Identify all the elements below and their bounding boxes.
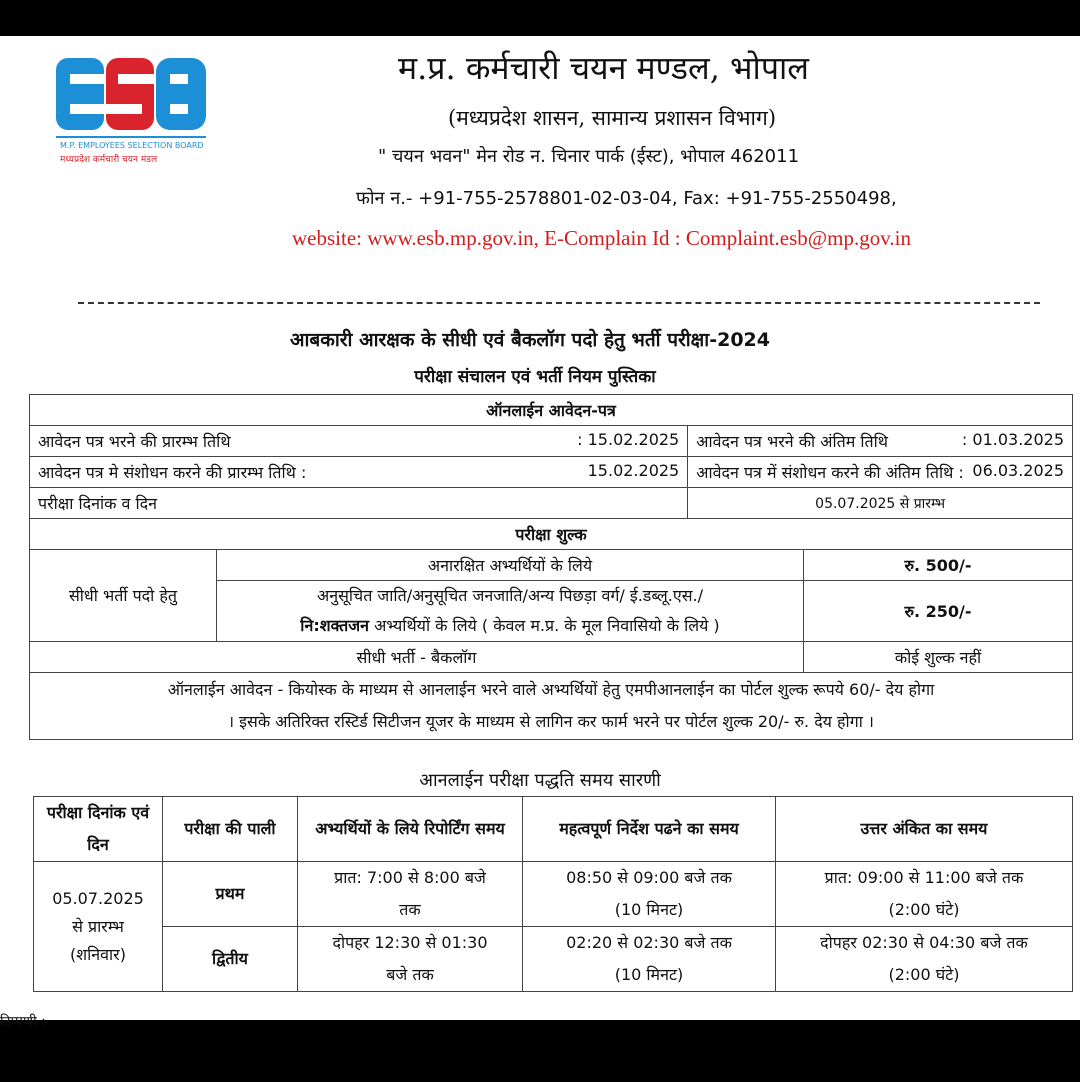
reserved-line1: अनुसूचित जाति/अनुसूचित जनजाति/अन्य पिछड़ा वर्ग/ ई.डब्लू.एस./ <box>316 586 703 605</box>
shift-1-answer-time: प्रात: 09:00 से 11:00 बजे तक <box>824 868 1024 887</box>
shift-1-answer <box>776 862 1073 927</box>
exam-title: आबकारी आरक्षक के सीधी एवं बैकलॉग पदो हेतु भर्ती परीक्षा-2024 <box>289 329 770 351</box>
shift-1-reporting-time: प्रात: 7:00 से 8:00 बजे <box>334 868 486 887</box>
shift-2-reporting <box>298 927 523 992</box>
reserved-label-cell <box>217 581 804 642</box>
portal-fee-note-line2: । इसके अतिरिक्त रस्टिर्ड सिटीजन यूजर के माध्यम से लागिन कर फार्म भरने पर पोर्टल शुल्क 20/- रु. देय होगा । <box>228 712 874 731</box>
shift-1-answer-duration: (2:00 घंटे) <box>888 900 960 919</box>
logo-subtitle-en: M.P. EMPLOYEES SELECTION BOARD <box>60 141 204 150</box>
edit-end-cell <box>688 457 1073 488</box>
govt-line: (मध्यप्रदेश शासन, सामान्य प्रशासन विभाग) <box>448 106 777 130</box>
schedule-date-day: (शनिवार) <box>70 944 126 964</box>
edit-start-label: आवेदन पत्र मे संशोधन करने की प्रारम्भ तिथि : <box>38 463 307 482</box>
logo-subtitle-hi: मध्यप्रदेश कर्मचारी चयन मंडल <box>60 155 158 165</box>
schedule-date: 05.07.2025 <box>52 888 144 908</box>
start-date-value: : 15.02.2025 <box>577 430 680 449</box>
shift-2-reporting-tail: बजे तक <box>386 965 434 984</box>
online-form-heading: ऑनलाईन आवेदन-पत्र <box>30 395 1073 426</box>
unreserved-fee: रु. 500/- <box>804 550 1073 581</box>
shift-2-instructions-time: 02:20 से 02:30 बजे तक <box>566 933 732 952</box>
edit-end-label: आवेदन पत्र में संशोधन करने की अंतिम तिथि : <box>696 463 964 482</box>
end-date-value: : 01.03.2025 <box>961 430 1064 449</box>
col-instructions: महत्वपूर्ण निर्देश पढने का समय <box>523 797 776 862</box>
schedule-heading: आनलाईन परीक्षा पद्धति समय सारणी <box>419 770 661 791</box>
org-name: म.प्र. कर्मचारी चयन मण्डल, भोपाल <box>398 49 809 87</box>
exam-date-label: परीक्षा दिनांक व दिन <box>30 488 688 519</box>
edit-end-value: 06.03.2025 <box>972 461 1064 480</box>
shift-1-instructions-duration: (10 मिनट) <box>614 900 684 919</box>
shift-1-instructions <box>523 862 776 927</box>
start-date-label: आवेदन पत्र भरने की प्रारम्भ तिथि <box>38 432 231 451</box>
shift-2-answer-duration: (2:00 घंटे) <box>888 965 960 984</box>
shift-2-instructions <box>523 927 776 992</box>
footer-fragment: टिप्पणी : <box>0 1014 46 1030</box>
shift-2-reporting-time: दोपहर 12:30 से 01:30 <box>332 933 488 952</box>
notice-document <box>0 36 1080 1030</box>
portal-fee-note-line1: ऑनलाईन आवेदन - कियोस्क के माध्यम से आनलाईन भरने वाले अभ्यर्थियों हेतु एमपीआनलाईन का पोर्टल शुल्क रूपये 60/- देय होगा <box>167 680 935 699</box>
shift-2-answer <box>776 927 1073 992</box>
portal-fee-note <box>30 673 1073 740</box>
shift-2-instructions-duration: (10 मिनट) <box>614 965 684 984</box>
end-date-cell <box>688 426 1073 457</box>
shift-2: द्वितीय <box>163 927 298 992</box>
reserved-line2-wrap <box>225 611 795 641</box>
schedule-date-start: से प्रारम्भ <box>72 916 124 936</box>
backlog-label: सीधी भर्ती - बैकलॉग <box>30 642 804 673</box>
exam-subtitle: परीक्षा संचालन एवं भर्ती नियम पुस्तिका <box>414 367 656 387</box>
edit-start-value: 15.02.2025 <box>587 461 680 480</box>
start-date-cell <box>30 426 688 457</box>
end-date-label: आवेदन पत्र भरने की अंतिम तिथि <box>696 432 889 451</box>
schedule-table <box>33 796 1073 992</box>
shift-1-reporting <box>298 862 523 927</box>
edit-start-cell <box>30 457 688 488</box>
col-answer: उत्तर अंकित का समय <box>776 797 1073 862</box>
exam-date-value: 05.07.2025 से प्रारम्भ <box>688 488 1073 519</box>
direct-recruitment-label: सीधी भर्ती पदो हेतु <box>30 550 217 642</box>
address: " चयन भवन" मेन रोड न. चिनार पार्क (ईस्ट), भोपाल 462011 <box>378 146 800 167</box>
shift-2-answer-time: दोपहर 02:30 से 04:30 बजे तक <box>820 933 1028 952</box>
backlog-fee: कोई शुल्क नहीं <box>804 642 1073 673</box>
divider <box>78 302 1040 304</box>
shift-1: प्रथम <box>163 862 298 927</box>
website-line[interactable]: website: www.esb.mp.gov.in, E-Complain Id : Complaint.esb@mp.gov.in <box>292 226 911 250</box>
schedule-date-cell <box>34 862 163 992</box>
reserved-fee: रु. 250/- <box>804 581 1073 642</box>
fee-heading: परीक्षा शुल्क <box>30 519 1073 550</box>
col-shift: परीक्षा की पाली <box>163 797 298 862</box>
col-reporting: अभ्यर्थियों के लिये रिपोर्टिंग समय <box>298 797 523 862</box>
shift-1-reporting-tail: तक <box>399 900 421 919</box>
unreserved-label: अनारक्षित अभ्यर्थियों के लिये <box>217 550 804 581</box>
reserved-line2: अभ्यर्थियों के लिये ( केवल म.प्र. के मूल निवासियो के लिये ) <box>369 616 720 635</box>
application-fee-table <box>29 394 1073 740</box>
reserved-bold: नि:शक्तजन <box>300 616 370 635</box>
col-exam-date: परीक्षा दिनांक एवं दिन <box>34 797 163 862</box>
shift-1-instructions-time: 08:50 से 09:00 बजे तक <box>566 868 732 887</box>
esb-logo <box>56 52 208 168</box>
phone-line: फोन न.- +91-755-2578801-02-03-04, Fax: +91-755-2550498, <box>356 188 897 209</box>
